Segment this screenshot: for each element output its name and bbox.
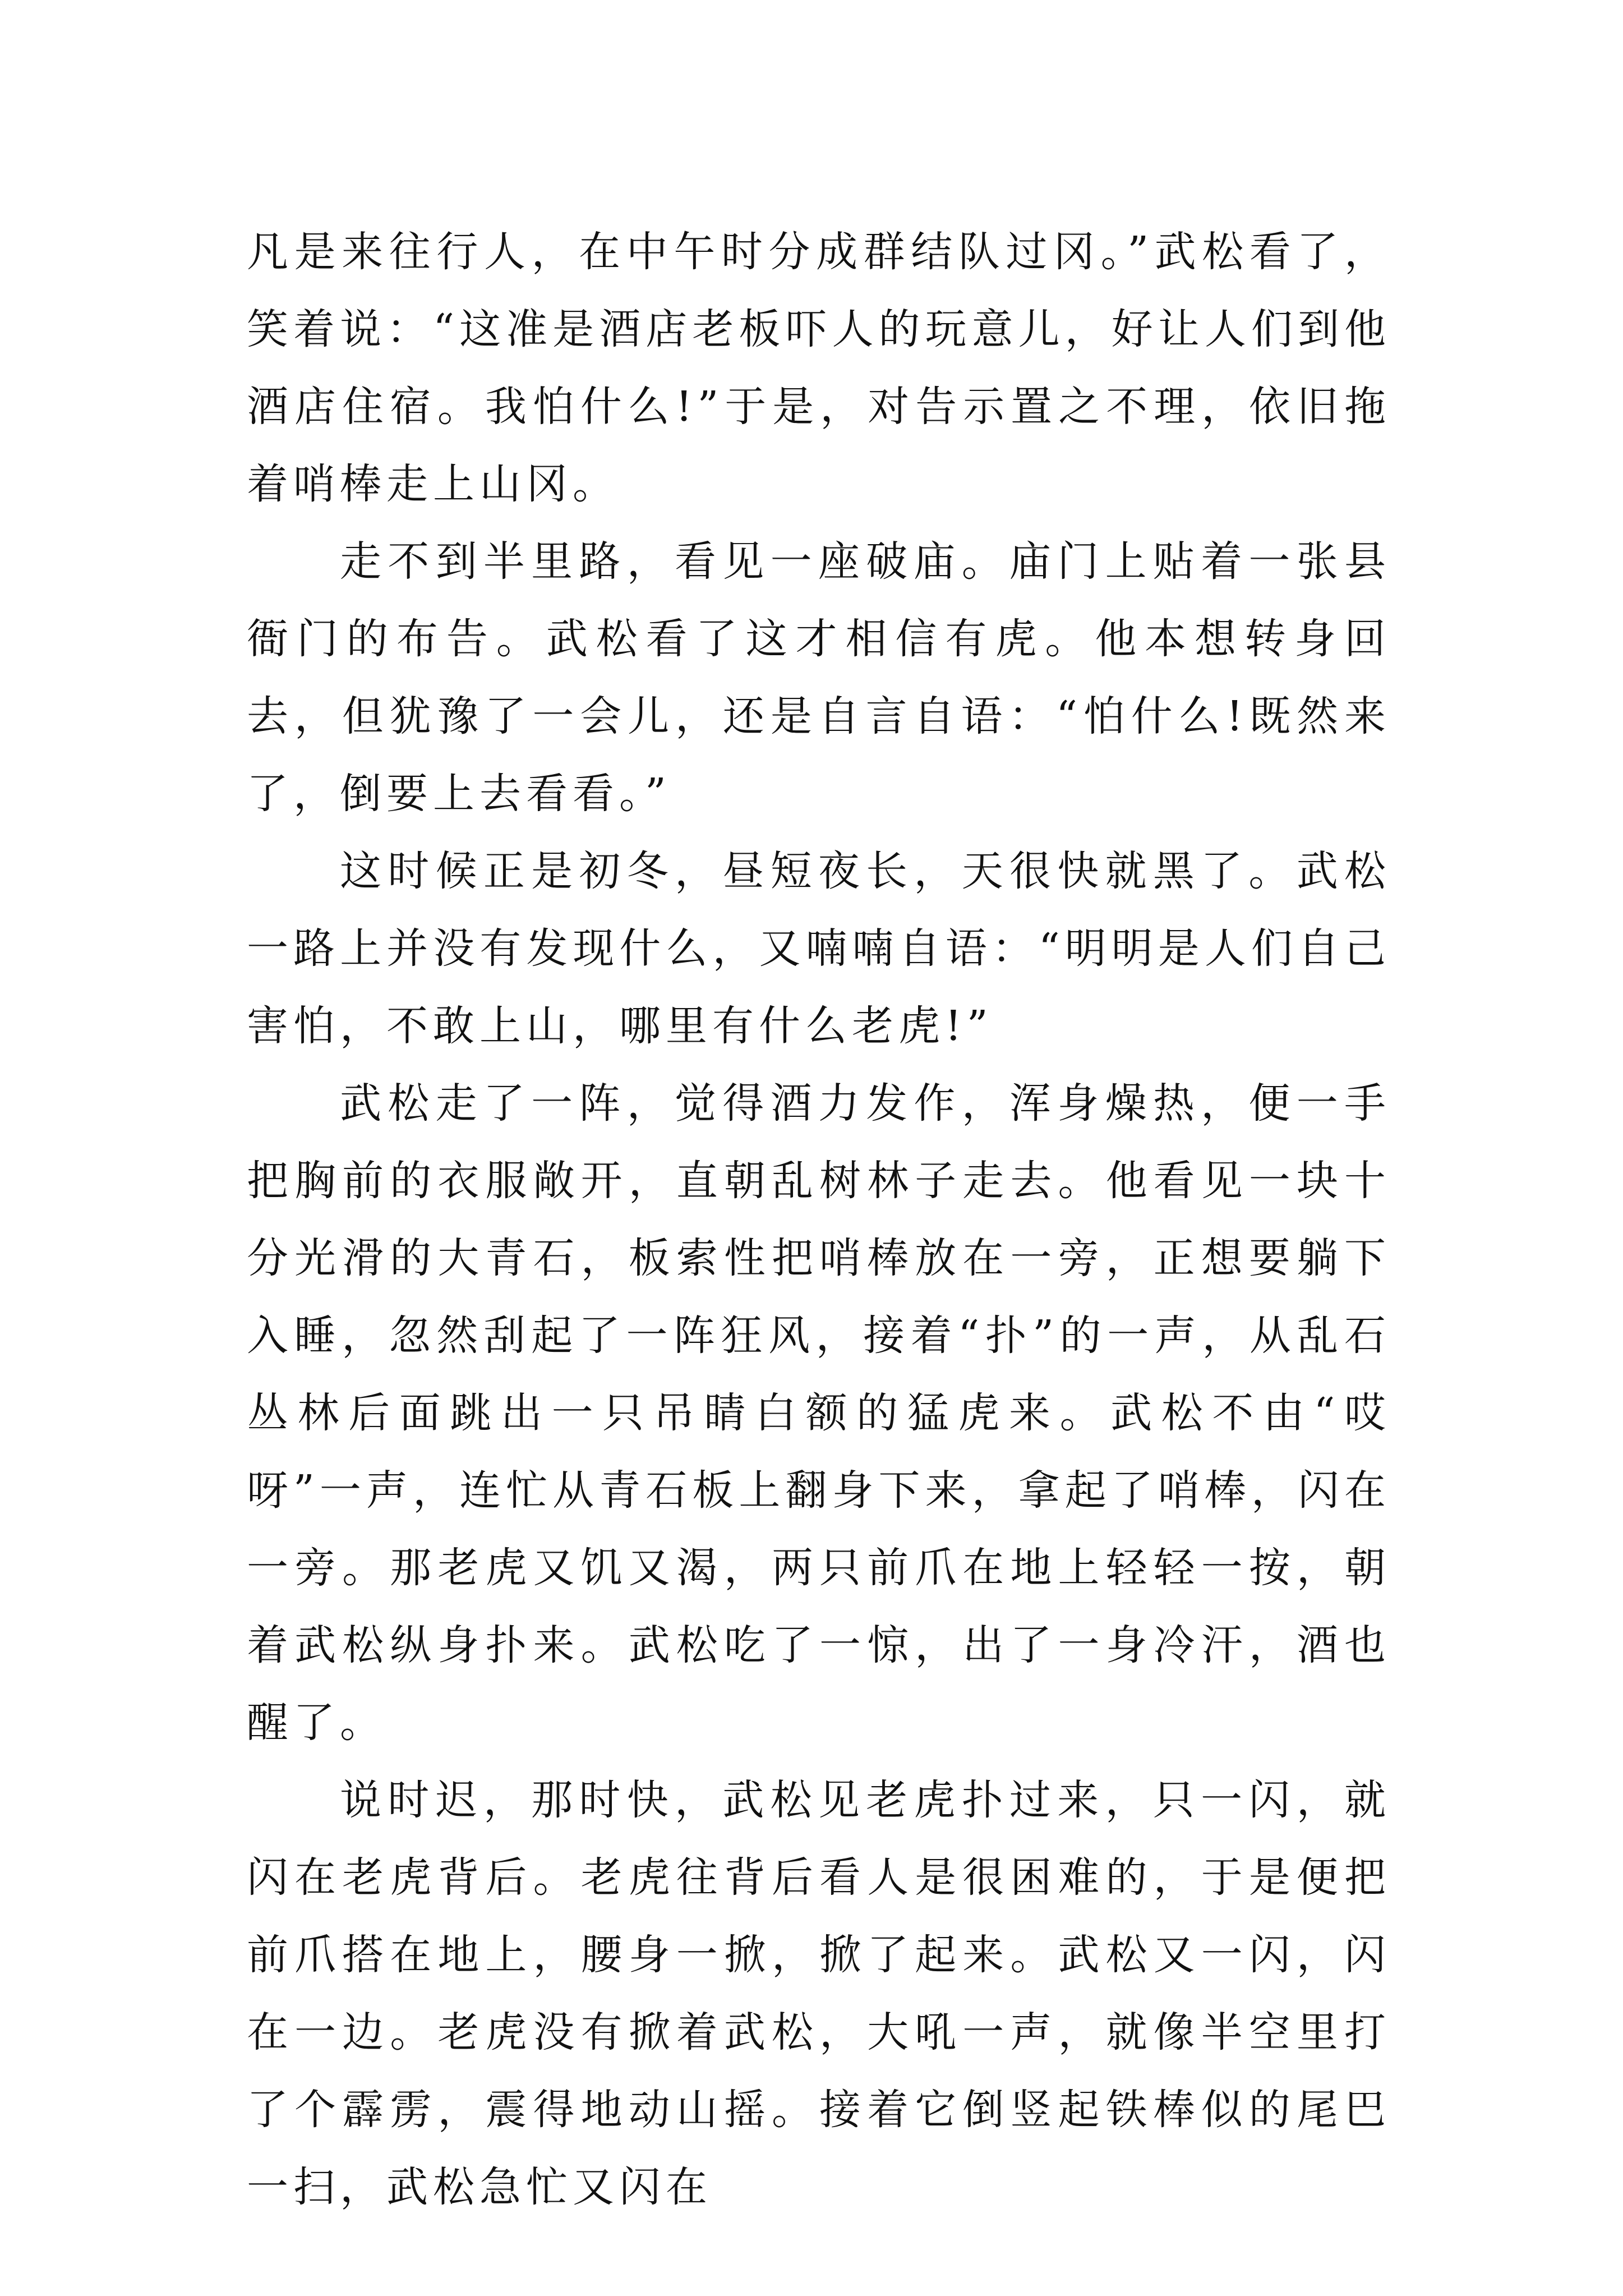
paragraph-1: 凡是来往行人，在中午时分成群结队过冈。”武松看了，笑着说：“这准是酒店老板吓人的玩意儿，好让人们到他酒店住宿。我怕什么!”于是，对告示置之不理，依旧拖着哨棒走上山冈。 [247, 228, 1391, 508]
paragraph-2: 走不到半里路，看见一座破庙。庙门上贴着一张县衙门的布告。武松看了这才相信有虎。他本想转身回去，但犹豫了一会儿，还是自言自语：“怕什么!既然来了，倒要上去看看。” [247, 537, 1391, 818]
paragraph-5: 说时迟，那时快，武松见老虎扑过来，只一闪，就闪在老虎背后。老虎往背后看人是很困难的，于是便把前爪搭在地上，腰身一掀，掀了起来。武松又一闪，闪在一边。老虎没有掀着武松，大吼一声，就像半空里打了个霹雳，震得地动山摇。接着它倒竖起铁棒似的尾巴一扫，武松急忙又闪在 [247, 1776, 1391, 2211]
story-text [247, 213, 1391, 2226]
paragraph-4: 武松走了一阵，觉得酒力发作，浑身燥热，便一手把胸前的衣服敞开，直朝乱树林子走去。他看见一块十分光滑的大青石，板索性把哨棒放在一旁，正想要躺下入睡，忽然刮起了一阵狂风，接着“扑”的一声，从乱石丛林后面跳出一只吊睛白额的猛虎来。武松不由“哎呀”一声，连忙从青石板上翻身下来，拿起了哨棒，闪在一旁。那老虎又饥又渴，两只前爪在地上轻轻一按，朝着武松纵身扑来。武松吃了一惊，出了一身冷汗，酒也醒了。 [247, 1079, 1391, 1747]
paragraph-3: 这时候正是初冬，昼短夜长，天很快就黑了。武松一路上并没有发现什么，又喃喃自语：“明明是人们自己害怕，不敢上山，哪里有什么老虎!” [247, 847, 1391, 1050]
